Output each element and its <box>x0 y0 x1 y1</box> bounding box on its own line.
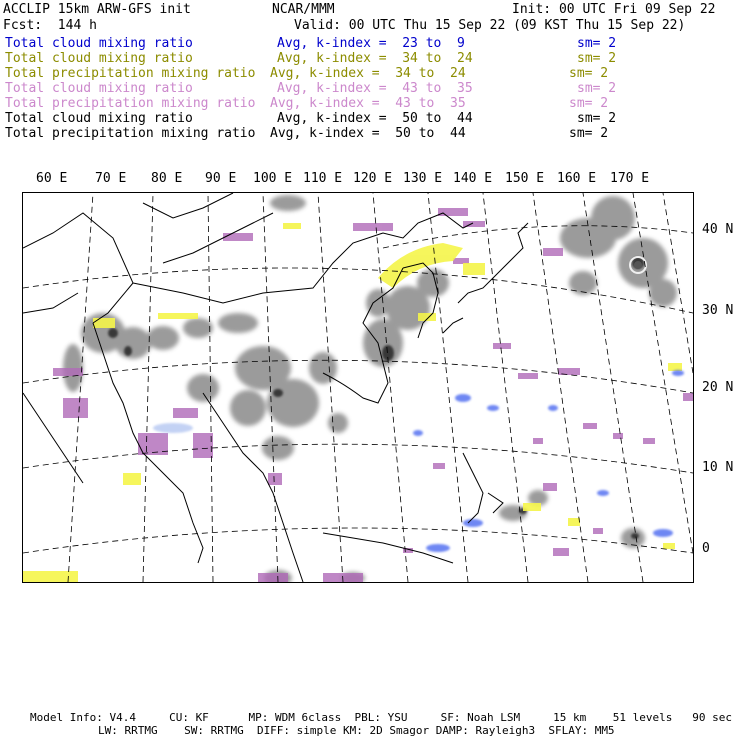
cloud-mixing-ratio-shading <box>63 195 677 582</box>
legend-smoothing: sm= 2 <box>577 36 617 51</box>
organization-label: NCAR/MMM <box>272 2 335 17</box>
legend-smoothing: sm= 2 <box>569 66 609 81</box>
forecast-hour: Fcst: 144 h <box>3 18 97 33</box>
legend-field-name: Total precipitation mixing ratio <box>5 126 256 141</box>
legend-field-name: Total cloud mixing ratio <box>5 36 193 51</box>
legend-level-range: Avg, k-index = 34 to 24 <box>270 66 466 81</box>
legend-smoothing: sm= 2 <box>569 96 609 111</box>
init-time: Init: 00 UTC Fri 09 Sep 22 <box>512 2 716 17</box>
longitude-label: 60 E <box>36 171 68 186</box>
legend-smoothing: sm= 2 <box>569 126 609 141</box>
legend-field-name: Total cloud mixing ratio <box>5 111 193 126</box>
legend-level-range: Avg, k-index = 43 to 35 <box>270 96 466 111</box>
latitude-label: 30 N <box>702 303 734 318</box>
longitude-label: 120 E <box>353 171 393 186</box>
latitude-label: 0 <box>702 541 710 556</box>
longitude-label: 110 E <box>303 171 343 186</box>
longitude-label: 80 E <box>151 171 183 186</box>
legend-field-name: Total cloud mixing ratio <box>5 51 193 66</box>
legend-field-name: Total precipitation mixing ratio <box>5 96 256 111</box>
model-info-line-1: Model Info: V4.4 CU: KF MP: WDM 6class PBL: YSU SF: Noah LSM 15 km 51 levels 90 sec <box>30 711 732 724</box>
longitude-label: 170 E <box>610 171 650 186</box>
legend-field-name: Total precipitation mixing ratio <box>5 66 256 81</box>
latitude-label: 10 N <box>702 460 734 475</box>
legend-level-range: Avg, k-index = 50 to 44 <box>277 111 473 126</box>
longitude-label: 100 E <box>253 171 293 186</box>
latitude-label: 40 N <box>702 222 734 237</box>
legend-smoothing: sm= 2 <box>577 51 617 66</box>
legend-level-range: Avg, k-index = 43 to 35 <box>277 81 473 96</box>
legend-level-range: Avg, k-index = 23 to 9 <box>277 36 465 51</box>
legend-level-range: Avg, k-index = 34 to 24 <box>277 51 473 66</box>
longitude-label: 90 E <box>205 171 237 186</box>
legend-smoothing: sm= 2 <box>577 81 617 96</box>
legend-level-range: Avg, k-index = 50 to 44 <box>270 126 466 141</box>
longitude-label: 130 E <box>403 171 443 186</box>
longitude-label: 70 E <box>95 171 127 186</box>
latitude-label: 20 N <box>702 380 734 395</box>
forecast-map[interactable] <box>22 192 694 583</box>
legend-field-name: Total cloud mixing ratio <box>5 81 193 96</box>
precipitation-shading <box>53 208 693 582</box>
model-info-line-2: LW: RRTMG SW: RRTMG DIFF: simple KM: 2D Smagor DAMP: Rayleigh3 SFLAY: MM5 <box>98 724 615 737</box>
map-canvas <box>23 193 693 582</box>
model-title: ACCLIP 15km ARW-GFS init <box>3 2 191 17</box>
longitude-label: 150 E <box>505 171 545 186</box>
legend-smoothing: sm= 2 <box>577 111 617 126</box>
longitude-label: 160 E <box>557 171 597 186</box>
low-level-cloud-blue <box>153 370 684 552</box>
valid-time: Valid: 00 UTC Thu 15 Sep 22 (09 KST Thu 15 Sep 22) <box>294 18 686 33</box>
longitude-label: 140 E <box>453 171 493 186</box>
